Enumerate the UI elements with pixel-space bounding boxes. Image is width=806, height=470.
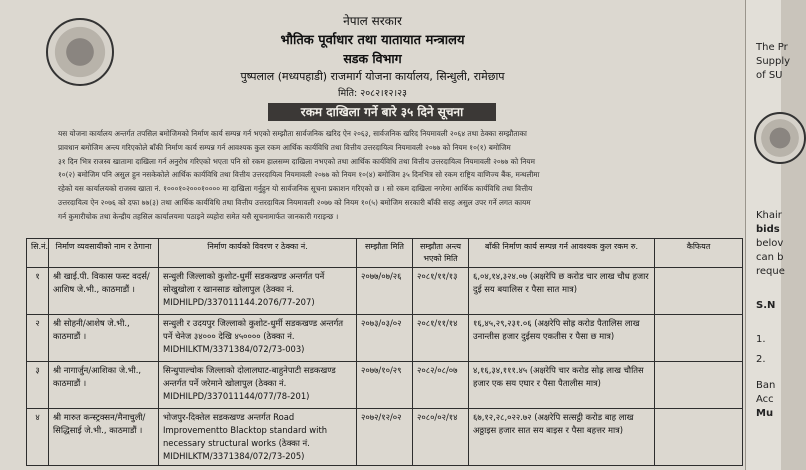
side-emblem-icon [754,112,806,164]
notice-line: १०(२) बमोजिम पनि असुल हुन नसकेकोले आर्थिक कार्यविधि तथा वित्तीय उत्तरदायित्व नियमावली २०७७ को नियम १०(४) बमोजिम ३५ दिनभित्र सो रकम राष्ट्रिय वाणिज्य बैंक, मन्थलीमा [58,170,540,180]
header-office: पुष्पलाल (मध्यपहाडी) राजमार्ग योजना कार्यालय, सिन्धुली, रामेछाप [240,70,505,83]
col-contractor: निर्माण व्यवसायीको नाम र ठेगाना [49,239,159,268]
side-text: 2. [756,354,766,365]
side-text: belov [756,238,784,249]
header-government: नेपाल सरकार [343,14,402,28]
col-description: निर्माण कार्यको विवरण र ठेक्का नं. [159,239,357,268]
cell-contractor: श्री नागार्जुन/आशिका जे.भी., काठमाडौं । [49,362,159,409]
notice-line: ३१ दिन भित्र राजस्व खातामा दाखिला गर्न अनुरोध गरिएको भएता पनि सो रकम हालसम्म दाखिला नभएको तथा आर्थिक कार्यविधि तथा वित्तीय उत्तरदायित्व नियमावली २०७७ को नियम [58,156,535,166]
cell-amount: ४,१६,३४,१११.४५ (अक्षरेपि चार करोड सोह्र लाख चौतिस हजार एक सय एघार र पैसा पैतालीस मात्र) [469,362,655,409]
side-text: Ban [756,380,776,391]
cell-serial: ४ [27,409,49,466]
col-end-date: सम्झौता अन्त्य भएको मिति [413,239,469,268]
side-text: reque [756,266,785,277]
cell-agreement-date: २०७७/०७/२६ [357,268,413,315]
cell-end-date: २०८०/०२/१४ [413,409,469,466]
cell-amount: १६,४५,२९,२३१.०६ (अक्षरेपि सोह्र करोड पैतालिस लाख उनान्तीस हजार दुईसय एकतीस र पैसा छ मात्र) [469,315,655,362]
side-text: Acc [756,394,774,405]
cell-remarks [655,362,743,409]
col-remarks: कैफियत [655,239,743,268]
contract-table [26,238,743,466]
notice-line: गर्न कुमारीचोक तथा केन्द्रीय तहसिल कार्यालयमा पठाइने व्यहोरा समेत यसै सूचनामार्फत जानकारी गराइन्छ । [58,211,339,221]
side-text: The Pr [756,42,788,53]
table-row [27,268,743,315]
cell-remarks [655,315,743,362]
cell-description: सिन्धुपाल्चोक जिल्लाको दोलालघाट-बाहुनेपाटी सडकखण्ड अन्तर्गत पर्ने जरेमाने खोलापुल (ठेक्का नं. MIDHILPD/337011144/077/78-201) [159,362,357,409]
cell-serial: ३ [27,362,49,409]
notice-line: प्रावधान बमोजिम अन्त्य गरिएकोले बाँकी निर्माण कार्य सम्पन्न गर्न आवश्यक कुल रकम आर्थिक कार्यविधि तथा वित्तीय उत्तरदायित्व नियमावली २०७७ को नियम १०(१) बमोजिम [58,142,511,152]
cell-description: भोजपुर-दिक्तेल सडकखण्ड अन्तर्गत Road Improvementto Blacktop standard with necessary structural works (ठेक्का नं. MIDHILKTM/3371384/072/73-205) [159,409,357,466]
notice-date: मिति: २०८२।१२।२३ [338,88,407,99]
cell-agreement-date: २०७७/१०/२९ [357,362,413,409]
cell-description: सन्धुली र उदयपुर जिल्लाको कुशोट-धुर्मी सडकखण्ड अन्तर्गत पर्ने चेनेज ३४००० देखि ४५०००० (ठेक्का नं. MIDHILKTM/3371384/072/73-003) [159,315,357,362]
side-text: can b [756,252,784,263]
col-serial: सि.नं. [27,239,49,268]
notice-title: रकम दाखिला गर्ने बारे ३५ दिने सूचना [268,103,496,121]
cell-end-date: २०८२/०८/०७ [413,362,469,409]
cell-contractor: श्री सोहनी/आशेष जे.भी., काठमाडौं । [49,315,159,362]
cell-serial: २ [27,315,49,362]
side-text: of SU [756,70,783,81]
cell-end-date: २०८१/११/१४ [413,315,469,362]
side-text: Supply [756,56,791,67]
adjacent-page [745,0,791,470]
cell-remarks [655,409,743,466]
side-text: S.N [756,300,776,311]
header-department: सडक विभाग [343,51,402,66]
cell-end-date: २०८१/११/१३ [413,268,469,315]
col-agreement-date: सम्झौता मिति [357,239,413,268]
side-text: bids [756,224,780,235]
table-header-row [27,239,743,268]
cell-contractor: श्री खाई.पी. विकास फस्ट वदर्स/आशिष जे.भी., काठमाडौं । [49,268,159,315]
cell-serial: १ [27,268,49,315]
notice-line: उत्तरदायित्व ऐन २०७६ को दफा ७७(३) तथा आर्थिक कार्यविधि तथा वित्तीय उत्तरदायित्व नियमावली २०७७ को नियम १०(५) बमोजिम सरकारी बाँकी सरह असुल उपर गर्ने लगत कायम [58,197,531,207]
side-text: Mu [756,408,774,419]
cell-remarks [655,268,743,315]
cell-amount: ६,०४,१४,३२४.०७ (अक्षरेपि छ करोड चार लाख चौध हजार दुई सय बयालिस र पैसा सात मात्र) [469,268,655,315]
table-row [27,315,743,362]
cell-description: सन्धुली जिल्लाको कुशोट-धुर्मी सडकखण्ड अन्तर्गत पर्ने सोखुखोला र खानसाङ खोलापुल (ठेक्का नं. MIDHILPD/337011144.2076/77-207) [159,268,357,315]
notice-line: यस योजना कार्यालय अन्तर्गत तपसिल बमोजिमको निर्माण कार्य सम्पन्न गर्न भएको सम्झौता सार्वजनिक खरिद ऐन २०६३, सार्वजनिक खरिद नियमावली २०६४ तथा ठेक्का सम्झौताका [58,129,527,138]
table-row [27,362,743,409]
header-ministry: भौतिक पूर्वाधार तथा यातायात मन्त्रालय [280,33,465,48]
table-row [27,409,743,466]
cell-agreement-date: २०७३/०३/०२ [357,315,413,362]
cell-amount: ६७,१२,२८,०२२.७२ (अक्षरेपि सत्सट्ठी करोड बाह लाख अठ्ठाइस हजार सात सय बाइस र पैसा बहत्तर मात्र) [469,409,655,466]
notice-body [58,127,738,224]
notice-line: रहेको यस कार्यालयको राजस्व खाता नं. १०००१०२०००१०००० मा दाखिला गर्नुहुन यो सार्वजनिक सूचना प्रकाशन गरिएको छ । सो रकम दाखिला नगरेमा आर्थिक कार्यविधि तथा वित्तीय [58,184,533,194]
side-text: Khair [756,210,782,221]
side-text: 1. [756,334,766,345]
col-amount: बाँकी निर्माण कार्य सम्पन्न गर्न आवश्यक कुल रकम रु. [469,239,655,268]
cell-agreement-date: २०७२/१२/०२ [357,409,413,466]
cell-contractor: श्री मारुत कन्स्ट्रक्सन/मैनाचुली/सिद्धिसाई जे.भी., काठमाडौं । [49,409,159,466]
